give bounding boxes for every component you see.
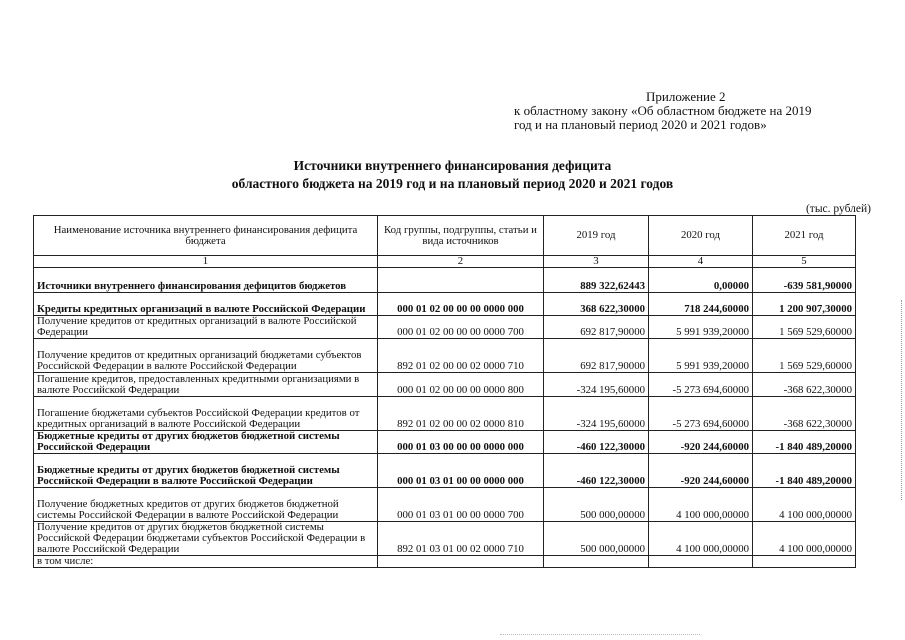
table-row bbox=[34, 268, 856, 293]
table-row bbox=[34, 316, 856, 339]
row-value-2019 bbox=[544, 556, 649, 568]
row-value-2020: -5 273 694,60000 bbox=[649, 373, 753, 397]
financing-table bbox=[33, 215, 856, 568]
table-index-row bbox=[34, 256, 856, 268]
row-code-cell: 000 01 02 00 00 00 0000 000 bbox=[378, 293, 544, 316]
row-name-cell: Получение бюджетных кредитов от других бюджетов бюджетной системы Российской Федерации в валюте Российской Федерации bbox=[34, 488, 378, 522]
document-title-line-2: областного бюджета на 2019 год и на плановый период 2020 и 2021 годов bbox=[231, 176, 674, 191]
row-value-2020: 5 991 939,20000 bbox=[649, 316, 753, 339]
row-name-cell: Бюджетные кредиты от других бюджетов бюджетной системы Российской Федерации bbox=[34, 431, 378, 454]
row-value-2021: -368 622,30000 bbox=[753, 373, 856, 397]
row-value-2020 bbox=[649, 556, 753, 568]
row-name-cell: Погашение кредитов, предоставленных кредитными организациями в валюте Российской Федерации bbox=[34, 373, 378, 397]
row-value-2021: -1 840 489,20000 bbox=[753, 431, 856, 454]
scan-artifact-bottom bbox=[500, 634, 700, 638]
row-value-2020: -5 273 694,60000 bbox=[649, 397, 753, 431]
row-value-2019: 692 817,90000 bbox=[544, 339, 649, 373]
table-row bbox=[34, 556, 856, 568]
row-value-2020: -920 244,60000 bbox=[649, 454, 753, 488]
row-code-cell: 892 01 02 00 00 02 0000 810 bbox=[378, 397, 544, 431]
appendix-line-1: к областному закону «Об областном бюджете на 2019 bbox=[514, 103, 812, 118]
row-value-2021 bbox=[753, 556, 856, 568]
document-title-line-1: Источники внутреннего финансирования дефицита bbox=[293, 158, 612, 173]
index-cell: 5 bbox=[753, 256, 856, 268]
document-title bbox=[0, 157, 905, 193]
row-code-cell: 892 01 02 00 00 02 0000 710 bbox=[378, 339, 544, 373]
row-value-2019: 500 000,00000 bbox=[544, 488, 649, 522]
row-name-cell: Получение кредитов от других бюджетов бюджетной системы Российской Федерации бюджетами субъектов Российской Федерации в валюте Российской Федерации bbox=[34, 522, 378, 556]
row-value-2021: 1 569 529,60000 bbox=[753, 339, 856, 373]
row-value-2021: 4 100 000,00000 bbox=[753, 522, 856, 556]
row-name-cell: Погашение бюджетами субъектов Российской Федерации кредитов от кредитных организаций в валюте Российской Федерации bbox=[34, 397, 378, 431]
row-name-cell: Получение кредитов от кредитных организаций бюджетами субъектов Российской Федерации в валюте Российской Федерации bbox=[34, 339, 378, 373]
row-value-2020: 4 100 000,00000 bbox=[649, 522, 753, 556]
scan-artifact bbox=[901, 300, 903, 500]
row-value-2020: 5 991 939,20000 bbox=[649, 339, 753, 373]
row-code-cell bbox=[378, 268, 544, 293]
header-2020: 2020 год bbox=[649, 216, 753, 256]
row-value-2019: 692 817,90000 bbox=[544, 316, 649, 339]
row-value-2021: -368 622,30000 bbox=[753, 397, 856, 431]
row-value-2021: -1 840 489,20000 bbox=[753, 454, 856, 488]
row-value-2019: -460 122,30000 bbox=[544, 454, 649, 488]
appendix-line-2: год и на плановый период 2020 и 2021 годов» bbox=[514, 117, 767, 132]
row-value-2019: -324 195,60000 bbox=[544, 373, 649, 397]
header-2019: 2019 год bbox=[544, 216, 649, 256]
header-2021: 2021 год bbox=[753, 216, 856, 256]
row-value-2021: 4 100 000,00000 bbox=[753, 488, 856, 522]
row-name-cell: в том числе: bbox=[34, 556, 378, 568]
row-code-cell: 000 01 03 01 00 00 0000 000 bbox=[378, 454, 544, 488]
row-code-cell: 892 01 03 01 00 02 0000 710 bbox=[378, 522, 544, 556]
table-row bbox=[34, 373, 856, 397]
row-value-2021: -639 581,90000 bbox=[753, 268, 856, 293]
row-value-2021: 1 569 529,60000 bbox=[753, 316, 856, 339]
row-code-cell: 000 01 03 01 00 00 0000 700 bbox=[378, 488, 544, 522]
row-value-2021: 1 200 907,30000 bbox=[753, 293, 856, 316]
table-row bbox=[34, 293, 856, 316]
row-value-2020: 718 244,60000 bbox=[649, 293, 753, 316]
row-value-2020: 0,00000 bbox=[649, 268, 753, 293]
header-code: Код группы, подгруппы, статьи и вида источников bbox=[378, 216, 544, 256]
table-header-row bbox=[34, 216, 856, 256]
row-name-cell: Кредиты кредитных организаций в валюте Российской Федерации bbox=[34, 293, 378, 316]
index-cell: 3 bbox=[544, 256, 649, 268]
index-cell: 2 bbox=[378, 256, 544, 268]
table-row bbox=[34, 431, 856, 454]
row-code-cell bbox=[378, 556, 544, 568]
row-code-cell: 000 01 02 00 00 00 0000 700 bbox=[378, 316, 544, 339]
units-label: (тыс. рублей) bbox=[805, 203, 871, 215]
row-value-2019: 889 322,62443 bbox=[544, 268, 649, 293]
table-row bbox=[34, 522, 856, 556]
header-name: Наименование источника внутреннего финансирования дефицита бюджета bbox=[34, 216, 378, 256]
row-name-cell: Получение кредитов от кредитных организаций в валюте Российской Федерации bbox=[34, 316, 378, 339]
row-code-cell: 000 01 02 00 00 00 0000 800 bbox=[378, 373, 544, 397]
table-row bbox=[34, 339, 856, 373]
row-name-cell: Бюджетные кредиты от других бюджетов бюджетной системы Российской Федерации в валюте Российской Федерации bbox=[34, 454, 378, 488]
row-value-2019: -460 122,30000 bbox=[544, 431, 649, 454]
row-value-2019: 368 622,30000 bbox=[544, 293, 649, 316]
table-row bbox=[34, 397, 856, 431]
index-cell: 1 bbox=[34, 256, 378, 268]
appendix-title: Приложение 2 bbox=[646, 89, 726, 104]
appendix-block bbox=[514, 90, 874, 132]
row-value-2019: 500 000,00000 bbox=[544, 522, 649, 556]
row-name-cell: Источники внутреннего финансирования дефицитов бюджетов bbox=[34, 268, 378, 293]
table-row bbox=[34, 488, 856, 522]
row-code-cell: 000 01 03 00 00 00 0000 000 bbox=[378, 431, 544, 454]
row-value-2020: -920 244,60000 bbox=[649, 431, 753, 454]
row-value-2020: 4 100 000,00000 bbox=[649, 488, 753, 522]
table-row bbox=[34, 454, 856, 488]
row-value-2019: -324 195,60000 bbox=[544, 397, 649, 431]
index-cell: 4 bbox=[649, 256, 753, 268]
